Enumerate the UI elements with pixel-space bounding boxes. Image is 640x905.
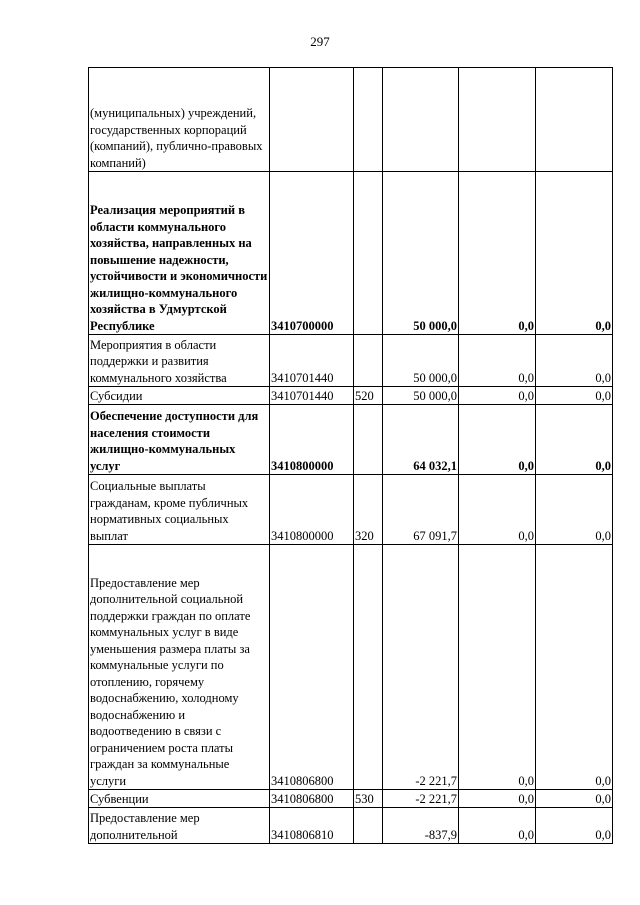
row-value-1: 64 032,1: [383, 405, 459, 475]
table-row: [89, 335, 613, 387]
row-code: 3410800000: [270, 405, 354, 475]
row-name: Предоставление мер дополнительной: [89, 808, 270, 844]
row-value-2: 0,0: [459, 475, 536, 545]
row-value-1: [383, 68, 459, 172]
row-code: 3410806800: [270, 790, 354, 808]
row-value-1: -2 221,7: [383, 545, 459, 790]
table-row: [89, 790, 613, 808]
row-value-2: 0,0: [459, 405, 536, 475]
row-name: Субсидии: [89, 387, 270, 405]
row-name: Мероприятия в области поддержки и развития коммунального хозяйства: [89, 335, 270, 387]
row-name: (муниципальных) учреждений, государственных корпораций (компаний), публично-правовых компаний): [89, 68, 270, 172]
row-value-3: 0,0: [536, 475, 613, 545]
row-type: [354, 68, 383, 172]
row-value-3: 0,0: [536, 387, 613, 405]
row-value-1: 67 091,7: [383, 475, 459, 545]
row-value-2: 0,0: [459, 808, 536, 844]
row-value-3: 0,0: [536, 172, 613, 335]
table-row: [89, 545, 613, 790]
row-value-2: 0,0: [459, 172, 536, 335]
row-code: 3410806800: [270, 545, 354, 790]
table-row: [89, 808, 613, 844]
row-value-3: 0,0: [536, 790, 613, 808]
row-code: 3410806810: [270, 808, 354, 844]
row-name: Обеспечение доступности для населения стоимости жилищно-коммунальных услуг: [89, 405, 270, 475]
table-row: [89, 475, 613, 545]
row-value-2: 0,0: [459, 790, 536, 808]
row-value-1: 50 000,0: [383, 335, 459, 387]
row-code: 3410800000: [270, 475, 354, 545]
row-value-2: 0,0: [459, 387, 536, 405]
row-type: [354, 545, 383, 790]
row-value-3: 0,0: [536, 335, 613, 387]
table-row: [89, 405, 613, 475]
row-value-2: 0,0: [459, 335, 536, 387]
row-value-1: -2 221,7: [383, 790, 459, 808]
row-code: 3410701440: [270, 387, 354, 405]
row-type: [354, 808, 383, 844]
row-type: 520: [354, 387, 383, 405]
row-type: 530: [354, 790, 383, 808]
row-type: [354, 172, 383, 335]
row-type: [354, 335, 383, 387]
row-name: Социальные выплаты гражданам, кроме публичных нормативных социальных выплат: [89, 475, 270, 545]
row-value-1: -837,9: [383, 808, 459, 844]
row-code: [270, 68, 354, 172]
row-value-3: [536, 68, 613, 172]
row-value-3: 0,0: [536, 405, 613, 475]
table-row: [89, 172, 613, 335]
row-type: 320: [354, 475, 383, 545]
page-number: 297: [310, 34, 330, 49]
row-name: Субвенции: [89, 790, 270, 808]
row-name: Реализация мероприятий в области коммунального хозяйства, направленных на повышение надежности, устойчивости и экономичности жилищно-коммунального хозяйства в Удмуртской Республике: [89, 172, 270, 335]
table-row: [89, 68, 613, 172]
row-value-2: 0,0: [459, 545, 536, 790]
row-name: Предоставление мер дополнительной социальной поддержки граждан по оплате коммунальных услуг в виде уменьшения размера платы за коммунальные услуги по отоплению, горячему водоснабжению, холодному водоснабжению и водоотведению в связи с ограничением роста платы граждан за коммунальные услуги: [89, 545, 270, 790]
row-type: [354, 405, 383, 475]
row-value-3: 0,0: [536, 545, 613, 790]
table-row: [89, 387, 613, 405]
row-code: 3410700000: [270, 172, 354, 335]
row-value-2: [459, 68, 536, 172]
row-code: 3410701440: [270, 335, 354, 387]
row-value-3: 0,0: [536, 808, 613, 844]
budget-table: [88, 67, 613, 844]
row-value-1: 50 000,0: [383, 172, 459, 335]
row-value-1: 50 000,0: [383, 387, 459, 405]
